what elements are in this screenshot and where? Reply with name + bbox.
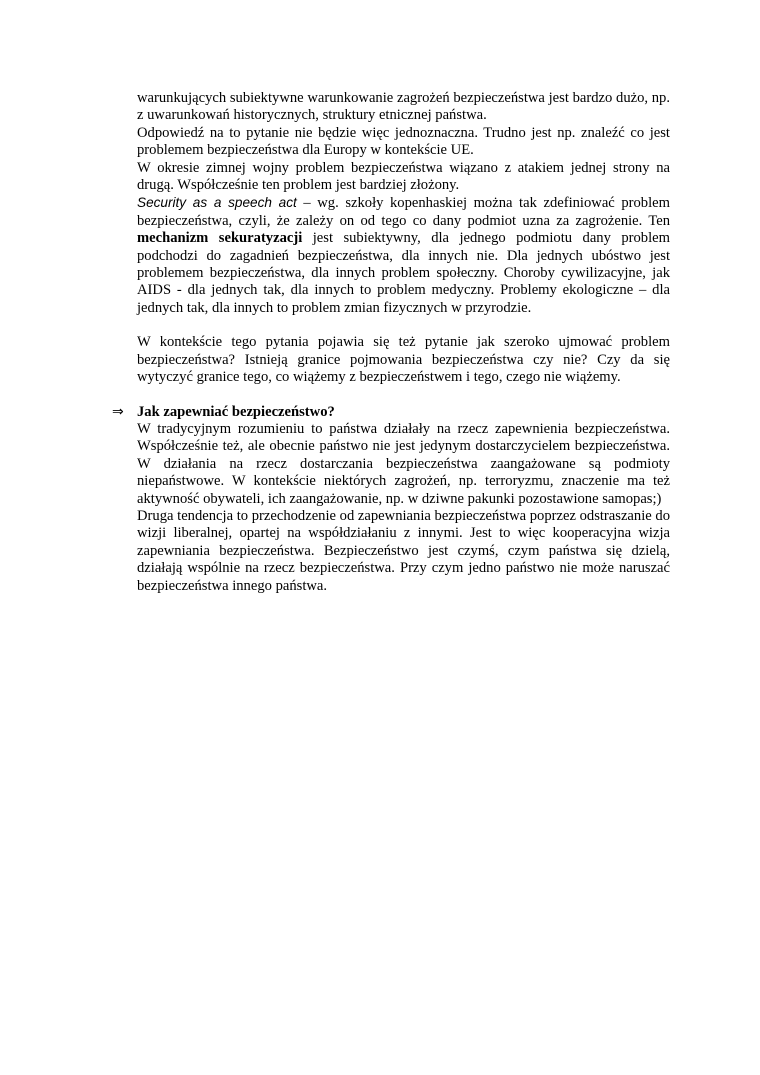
securitization-term: mechanizm sekuratyzacji xyxy=(137,230,303,247)
paragraph-1: warunkujących subiektywne warunkowanie zagrożeń bezpieczeństwa jest bardzo dużo, np. z uwarunkowań historycznych, struktury etnicznej państwa. xyxy=(137,90,670,124)
paragraph-4-text-2: jest subiektywny, dla jednego podmiotu dany problem podchodzi do zagadnień bezpieczeństwa, dla innych nie. Dla jednych ubóstwo jest problemem bezpieczeństwa, dla innych problem społeczny. Choroby cywilizacyjne, jak AIDS - dla jednych tak, dla innych to problem medyczny. Problemy ekologiczne – dla jednych tak, dla innych to problem zmian fizycznych w przyrodzie. xyxy=(137,230,670,316)
paragraph-spacer xyxy=(137,387,670,404)
paragraph-4 xyxy=(137,194,670,317)
section-heading xyxy=(112,403,670,421)
document-body xyxy=(112,90,670,595)
paragraph-2: Odpowiedź na to pytanie nie będzie więc jednoznaczna. Trudno jest np. znaleźć co jest problemem bezpieczeństwa dla Europy w kontekście UE. xyxy=(137,124,670,159)
paragraph-4-text-1: – wg. szkoły kopenhaskiej można tak zdefiniować problem bezpieczeństwa, czyli, że zależy on od tego co dany podmiot uzna za zagrożenie. Ten xyxy=(137,195,670,229)
section-heading-text: Jak zapewniać bezpieczeństwo? xyxy=(137,403,335,420)
paragraph-5: W kontekście tego pytania pojawia się też pytanie jak szeroko ujmować problem bezpieczeństwa? Istnieją granice pojmowania bezpieczeństwa czy nie? Czy da się wytyczyć granice tego, co wiążemy z bezpieczeństwem i tego, czego nie wiążemy. xyxy=(137,334,670,386)
speech-act-term: Security as a speech act xyxy=(137,195,297,211)
paragraph-3: W okresie zimnej wojny problem bezpieczeństwa wiązano z atakiem jednej strony na drugą. Współcześnie ten problem jest bardziej złożony. xyxy=(137,159,670,194)
paragraph-7: Druga tendencja to przechodzenie od zapewniania bezpieczeństwa poprzez odstraszanie do wizji liberalnej, opartej na współdziałaniu z innymi. Jest to więc kooperacyjna wizja zapewniania bezpieczeństwa. Bezpieczeństwo jest czymś, czym państwa się dzielą, działają wspólnie na rzecz bezpieczeństwa. Przy czym jedno państwo nie może naruszać bezpieczeństwa innego państwa. xyxy=(137,507,670,594)
right-double-arrow-icon: ⇒ xyxy=(112,403,124,420)
paragraph-6: W tradycyjnym rozumieniu to państwa działały na rzecz zapewnienia bezpieczeństwa. Współcześnie też, ale obecnie państwo nie jest jedynym dostarczycielem bezpieczeństwa. W działania na rzecz dostarczania bezpieczeństwa zaangażowane są podmioty niepaństwowe. W kontekście niektórych zagrożeń, np. terroryzmu, znaczenie ma też aktywność obywateli, ich zaangażowanie, np. w dziwne pakunki pozostawione samopas;) xyxy=(137,420,670,507)
paragraph-spacer xyxy=(137,317,670,334)
